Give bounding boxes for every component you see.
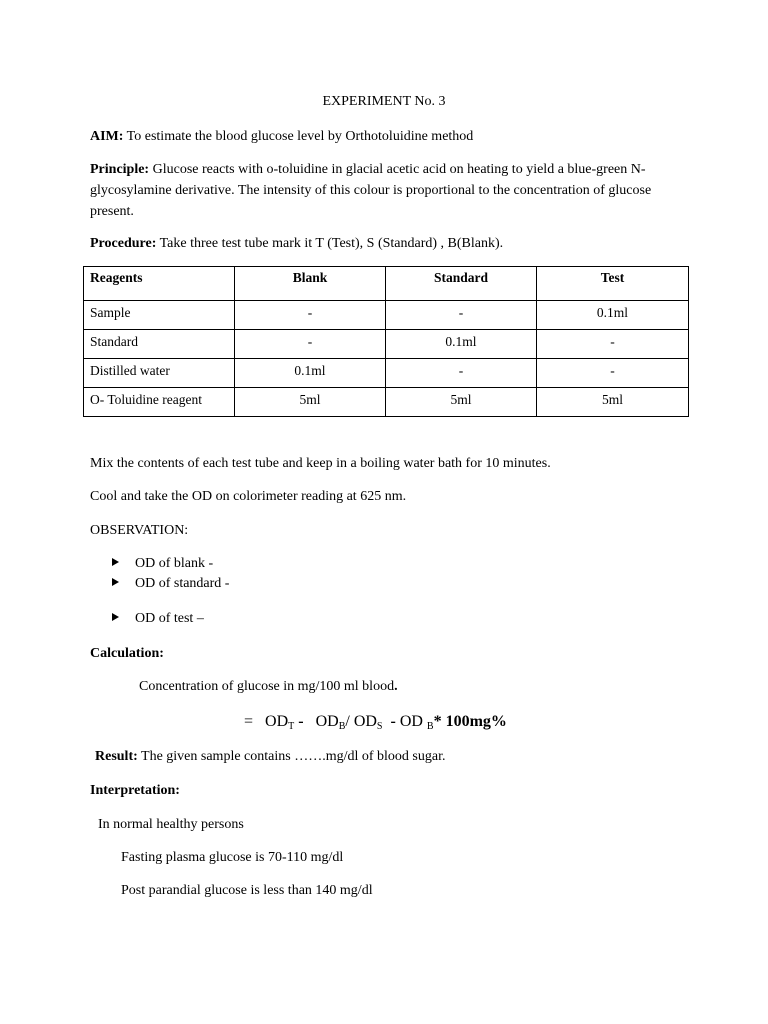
glucose-formula bbox=[244, 713, 507, 732]
table-cell: Sample bbox=[84, 301, 235, 330]
table-cell: 5ml bbox=[386, 388, 537, 417]
formula-sub-t: T bbox=[288, 721, 295, 732]
step-mix: Mix the contents of each test tube and keep in a boiling water bath for 10 minutes. bbox=[90, 456, 551, 471]
list-item-text: OD of standard - bbox=[135, 576, 230, 591]
formula-od-blank-2: OD bbox=[399, 713, 423, 730]
calculation-heading-text: Calculation: bbox=[90, 646, 164, 661]
interpretation-intro: In normal healthy persons bbox=[98, 817, 244, 832]
table-cell: 5ml bbox=[537, 388, 689, 417]
table-cell: Standard bbox=[84, 330, 235, 359]
list-item bbox=[112, 576, 229, 592]
formula-od-blank: OD bbox=[315, 713, 339, 730]
list-item bbox=[112, 556, 213, 572]
result-paragraph bbox=[95, 749, 445, 766]
table-cell: 0.1ml bbox=[235, 359, 386, 388]
formula-sub-b-2: B bbox=[426, 721, 434, 732]
formula-minus: - bbox=[298, 713, 304, 730]
table-header-cell: Blank bbox=[235, 267, 386, 301]
table-cell: 5ml bbox=[235, 388, 386, 417]
interpretation-heading bbox=[90, 783, 180, 800]
step-cool: Cool and take the OD on colorimeter reading at 625 nm. bbox=[90, 489, 407, 504]
formula-slash: / bbox=[345, 713, 350, 730]
calculation-text bbox=[139, 679, 398, 696]
aim-label: AIM: bbox=[90, 129, 124, 144]
table-cell: - bbox=[537, 330, 689, 359]
aim-paragraph bbox=[90, 126, 680, 147]
table-cell: O- Toluidine reagent bbox=[84, 388, 235, 417]
table-row bbox=[84, 330, 689, 359]
aim-text: To estimate the blood glucose level by Orthotoluidine method bbox=[123, 129, 474, 144]
calculation-period: . bbox=[394, 679, 398, 694]
principle-label: Principle: bbox=[90, 162, 150, 177]
result-text: The given sample contains …….mg/dl of blood sugar. bbox=[137, 749, 446, 764]
table-header-row bbox=[84, 267, 689, 301]
list-item bbox=[112, 611, 204, 627]
triangle-bullet-icon bbox=[112, 558, 119, 566]
table-cell: - bbox=[235, 330, 386, 359]
observation-heading: OBSERVATION: bbox=[90, 523, 189, 538]
calculation-heading bbox=[90, 646, 164, 663]
table-row bbox=[84, 359, 689, 388]
table-header-cell: Reagents bbox=[84, 267, 235, 301]
table-cell: 0.1ml bbox=[537, 301, 689, 330]
procedure-text: Take three test tube mark it T (Test), S (Standard) , B(Blank). bbox=[156, 236, 504, 251]
formula-minus-2: - bbox=[390, 713, 396, 730]
formula-od-standard: OD bbox=[353, 713, 377, 730]
table-header-cell: Test bbox=[537, 267, 689, 301]
formula-sub-b: B bbox=[338, 721, 346, 732]
formula-od-test: OD bbox=[265, 713, 289, 730]
table-cell: Distilled water bbox=[84, 359, 235, 388]
formula-sub-s: S bbox=[376, 721, 383, 732]
interpretation-heading-text: Interpretation: bbox=[90, 783, 180, 798]
page-title: EXPERIMENT No. 3 bbox=[322, 94, 446, 109]
interpretation-fasting: Fasting plasma glucose is 70-110 mg/dl bbox=[121, 850, 344, 865]
procedure-label: Procedure: bbox=[90, 236, 157, 251]
principle-paragraph bbox=[90, 159, 680, 222]
table-header-cell: Standard bbox=[386, 267, 537, 301]
table-cell: - bbox=[386, 301, 537, 330]
table-cell: - bbox=[235, 301, 386, 330]
table-cell: - bbox=[537, 359, 689, 388]
table-row bbox=[84, 388, 689, 417]
table-cell: - bbox=[386, 359, 537, 388]
triangle-bullet-icon bbox=[112, 613, 119, 621]
formula-tail: * 100mg% bbox=[433, 713, 507, 730]
result-label: Result: bbox=[95, 749, 138, 764]
reagents-table bbox=[83, 266, 689, 417]
interpretation-postprandial: Post parandial glucose is less than 140 mg/dl bbox=[121, 883, 373, 898]
calculation-description: Concentration of glucose in mg/100 ml blood bbox=[139, 679, 395, 694]
table-row bbox=[84, 301, 689, 330]
formula-equals: = bbox=[244, 713, 254, 730]
list-item-text: OD of test – bbox=[135, 611, 204, 626]
table-cell: 0.1ml bbox=[386, 330, 537, 359]
list-item-text: OD of blank - bbox=[135, 556, 214, 571]
principle-text: Glucose reacts with o-toluidine in glacial acetic acid on heating to yield a blue-green N-glycosylamine derivative. The intensity of this colour is proportional to the concentration of glucose present. bbox=[90, 162, 652, 219]
procedure-paragraph bbox=[90, 233, 680, 254]
triangle-bullet-icon bbox=[112, 578, 119, 586]
